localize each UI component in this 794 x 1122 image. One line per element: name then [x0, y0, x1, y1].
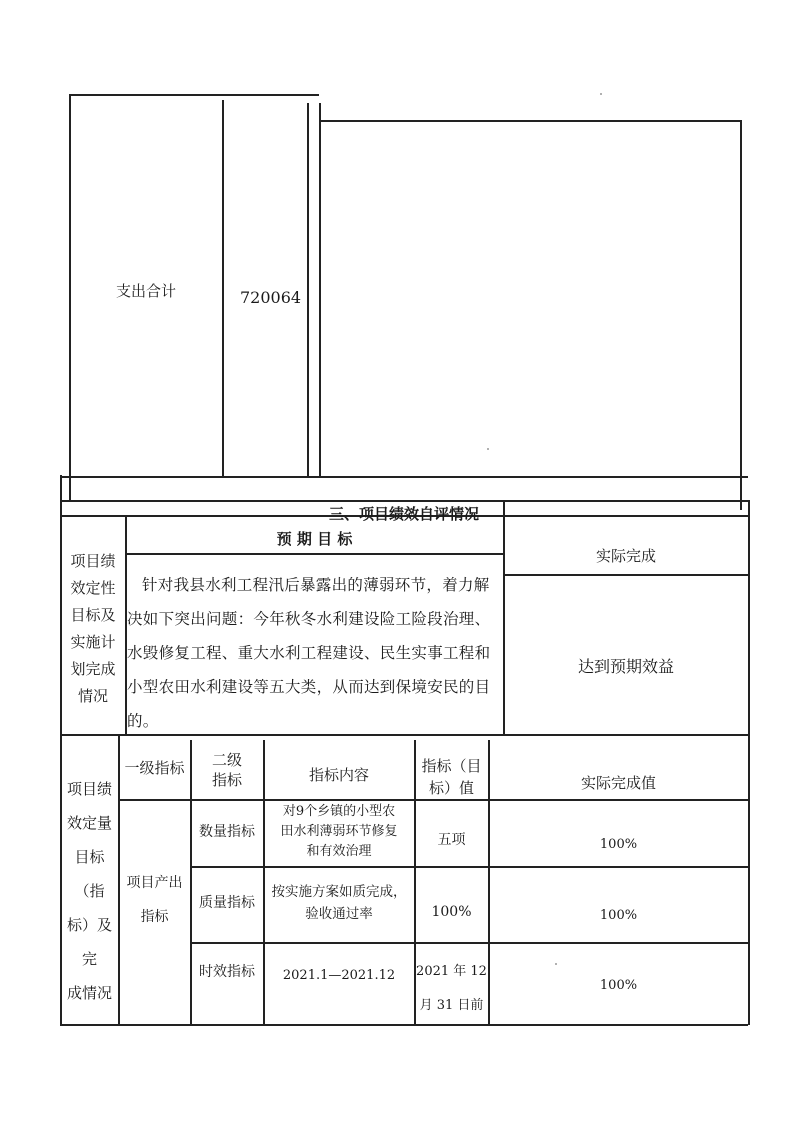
row3-level2: 时效指标 — [199, 964, 255, 980]
border-top-right — [319, 120, 740, 122]
quant-row2-line — [190, 942, 748, 944]
divider-expense-3 — [319, 103, 321, 478]
qualitative-row-label: 项目绩 效定性 目标及 实施计 划完成 情况 — [70, 552, 116, 705]
section-top-line — [60, 476, 748, 478]
row2-level2: 质量指标 — [199, 895, 255, 911]
scan-speck — [487, 448, 489, 450]
level1-output-indicator: 项目产出 指标 — [126, 875, 183, 925]
expense-total-value: 720064 — [240, 288, 302, 307]
row3-content: 2021.1—2021.12 — [282, 968, 396, 983]
actual-completion-text: 达到预期效益 — [577, 657, 674, 676]
row2-actual: 100% — [599, 908, 638, 923]
divider-expense-2 — [307, 103, 309, 478]
border-left-top — [69, 94, 71, 501]
actual-completion-header: 实际完成 — [595, 547, 656, 565]
row3-actual: 100% — [599, 978, 638, 993]
border-right-top — [740, 120, 742, 510]
row1-content: 对9个乡镇的小型农 田水利薄弱环节修复 和有效治理 — [280, 804, 398, 859]
border-top — [69, 94, 319, 96]
divider-expense-1 — [222, 100, 224, 477]
section-bottom-line — [60, 500, 748, 502]
expense-total-label: 支出合计 — [115, 282, 176, 300]
row2-target: 100% — [431, 904, 472, 920]
table-bottom-line — [60, 1024, 748, 1026]
row1-level2: 数量指标 — [199, 824, 255, 840]
qual-header-line — [125, 553, 503, 555]
header-actual: 实际完成值 — [580, 774, 656, 792]
row1-actual: 100% — [599, 837, 638, 852]
scan-speck — [600, 93, 602, 95]
header-target: 指标（目 标）值 — [421, 757, 482, 797]
quant-header-line — [118, 799, 748, 801]
border-right-bottom — [748, 500, 750, 1025]
section-title: 三、项目绩效自评情况 — [328, 505, 479, 523]
header-level2: 二级 指标 — [211, 751, 242, 789]
expected-goal-header: 预 期 目 标 — [276, 530, 353, 548]
header-content: 指标内容 — [308, 766, 369, 784]
header-level1: 一级指标 — [124, 759, 185, 777]
row1-target: 五项 — [437, 832, 466, 848]
scan-speck — [555, 963, 557, 965]
expected-goal-text: 针对我县水利工程汛后暴露出的薄弱环节，着力解决如下突出问题：今年秋冬水利建设险工险段治理、水毁修复工程、重大水利工程建设、民生实事工程和小型农田水利建设等五大类，从而达到保境安民的目的。 — [127, 576, 491, 730]
quant-row1-line — [190, 866, 748, 868]
quantitative-row-label: 项目绩 效定量 目标（指 标）及完 成情况 — [66, 780, 112, 1002]
row3-target: 2021 年 12 月 31 日前 — [416, 964, 487, 1013]
qual-header-line-right — [503, 574, 748, 576]
qual-divider-right — [503, 500, 505, 735]
row2-content: 按实施方案如质完成， 验收通过率 — [271, 884, 407, 922]
